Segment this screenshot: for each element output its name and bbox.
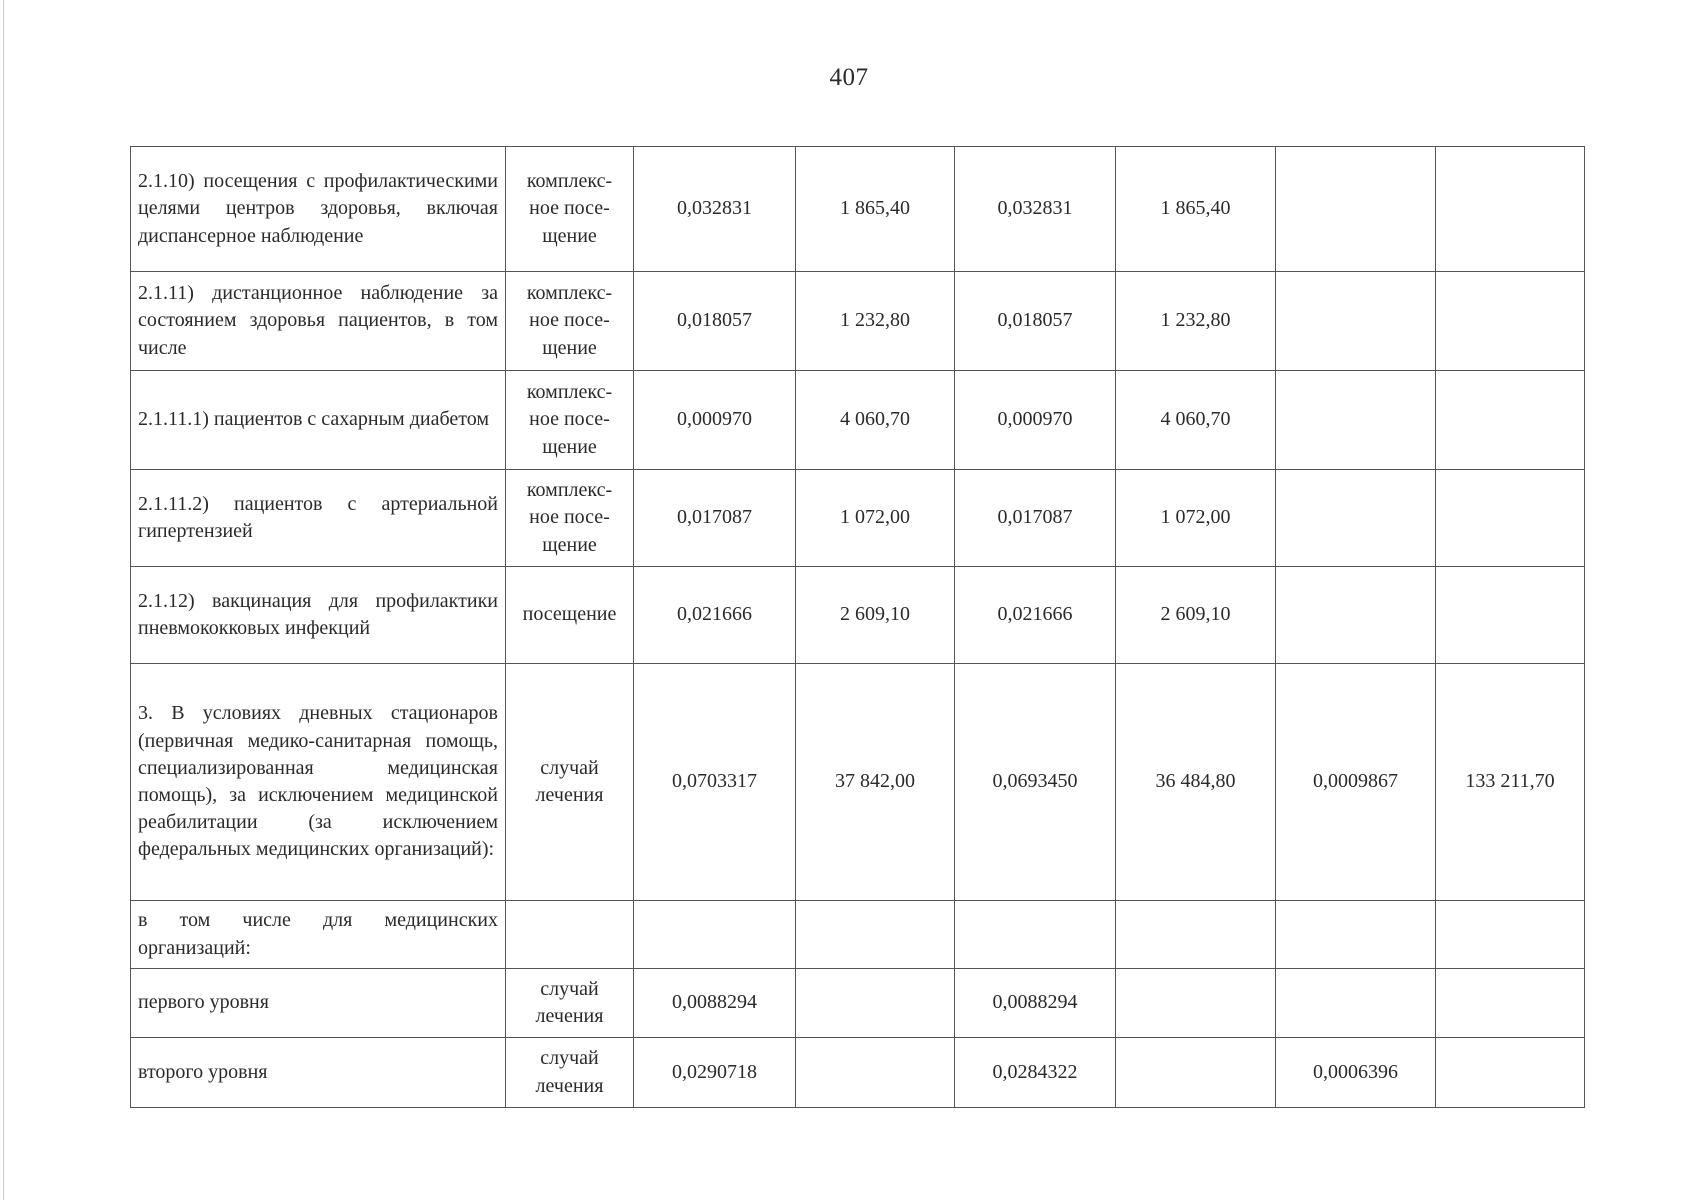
cell-value-5: 0,0009867 <box>1276 664 1436 901</box>
table-row <box>131 1038 1585 1108</box>
row-unit: комплекс-ное посе-щение <box>506 147 634 272</box>
table-row <box>131 901 1585 969</box>
cell-value-6: 133 211,70 <box>1436 664 1585 901</box>
row-description: 2.1.11.1) пациентов с сахарным диабетом <box>131 371 506 470</box>
cell-value-6 <box>1436 272 1585 371</box>
page-number: 407 <box>829 64 869 91</box>
cell-value-6 <box>1436 1038 1585 1108</box>
cell-value-4 <box>1116 1038 1276 1108</box>
cell-value-3: 0,0693450 <box>955 664 1116 901</box>
cell-value-3: 0,032831 <box>955 147 1116 272</box>
cell-value-3: 0,021666 <box>955 567 1116 664</box>
cell-value-6 <box>1436 901 1585 969</box>
cell-value-1: 0,0290718 <box>634 1038 796 1108</box>
cell-value-1: 0,017087 <box>634 470 796 567</box>
row-description: 2.1.10) посещения с профилактическими целями центров здоровья, включая диспансерное наблюдение <box>131 147 506 272</box>
cell-value-3: 0,0088294 <box>955 969 1116 1038</box>
cell-value-4: 4 060,70 <box>1116 371 1276 470</box>
cell-value-2: 1 072,00 <box>796 470 955 567</box>
cell-value-2 <box>796 1038 955 1108</box>
cell-value-4: 1 232,80 <box>1116 272 1276 371</box>
row-description: 2.1.11.2) пациентов с артериальной гипертензией <box>131 470 506 567</box>
cell-value-5 <box>1276 969 1436 1038</box>
cell-value-2: 2 609,10 <box>796 567 955 664</box>
page-left-edge <box>3 0 4 1200</box>
cell-value-1: 0,0703317 <box>634 664 796 901</box>
cell-value-5 <box>1276 901 1436 969</box>
cell-value-2: 4 060,70 <box>796 371 955 470</box>
row-unit: комплекс-ное посе-щение <box>506 470 634 567</box>
cell-value-2: 1 232,80 <box>796 272 955 371</box>
cell-value-2: 1 865,40 <box>796 147 955 272</box>
cell-value-6 <box>1436 969 1585 1038</box>
cell-value-6 <box>1436 147 1585 272</box>
cell-value-5 <box>1276 272 1436 371</box>
row-description: 2.1.11) дистанционное наблюдение за состоянием здоровья пациентов, в том числе <box>131 272 506 371</box>
cell-value-1: 0,018057 <box>634 272 796 371</box>
cell-value-3: 0,0284322 <box>955 1038 1116 1108</box>
cell-value-5 <box>1276 147 1436 272</box>
cell-value-4 <box>1116 969 1276 1038</box>
row-unit: случай лечения <box>506 969 634 1038</box>
cell-value-6 <box>1436 567 1585 664</box>
row-unit: случай лечения <box>506 1038 634 1108</box>
row-description: 3. В условиях дневных стационаров (первичная медико-санитарная помощь, специализированная медицинская помощь), за исключением медицинской реабилитации (за исключением федеральных медицинских организаций): <box>131 664 506 901</box>
tariff-table <box>130 146 1585 1108</box>
row-unit <box>506 901 634 969</box>
cell-value-3 <box>955 901 1116 969</box>
row-unit: комплекс-ное посе-щение <box>506 371 634 470</box>
row-unit: комплекс-ное посе-щение <box>506 272 634 371</box>
cell-value-4: 1 072,00 <box>1116 470 1276 567</box>
cell-value-5 <box>1276 371 1436 470</box>
row-unit: случай лечения <box>506 664 634 901</box>
cell-value-4: 1 865,40 <box>1116 147 1276 272</box>
cell-value-4 <box>1116 901 1276 969</box>
cell-value-2 <box>796 901 955 969</box>
cell-value-4: 2 609,10 <box>1116 567 1276 664</box>
table-row <box>131 272 1585 371</box>
cell-value-1 <box>634 901 796 969</box>
table-row <box>131 969 1585 1038</box>
cell-value-2 <box>796 969 955 1038</box>
row-description: первого уровня <box>131 969 506 1038</box>
cell-value-3: 0,017087 <box>955 470 1116 567</box>
table-row <box>131 147 1585 272</box>
cell-value-1: 0,032831 <box>634 147 796 272</box>
row-description: 2.1.12) вакцинация для профилактики пневмококковых инфекций <box>131 567 506 664</box>
table-row <box>131 470 1585 567</box>
cell-value-5 <box>1276 470 1436 567</box>
row-unit: посещение <box>506 567 634 664</box>
cell-value-2: 37 842,00 <box>796 664 955 901</box>
table-row <box>131 664 1585 901</box>
table-row <box>131 567 1585 664</box>
cell-value-1: 0,0088294 <box>634 969 796 1038</box>
table-row <box>131 371 1585 470</box>
cell-value-3: 0,018057 <box>955 272 1116 371</box>
row-description: в том числе для медицинских организаций: <box>131 901 506 969</box>
cell-value-4: 36 484,80 <box>1116 664 1276 901</box>
row-description: второго уровня <box>131 1038 506 1108</box>
cell-value-1: 0,021666 <box>634 567 796 664</box>
cell-value-5: 0,0006396 <box>1276 1038 1436 1108</box>
cell-value-6 <box>1436 371 1585 470</box>
cell-value-3: 0,000970 <box>955 371 1116 470</box>
cell-value-6 <box>1436 470 1585 567</box>
cell-value-1: 0,000970 <box>634 371 796 470</box>
cell-value-5 <box>1276 567 1436 664</box>
